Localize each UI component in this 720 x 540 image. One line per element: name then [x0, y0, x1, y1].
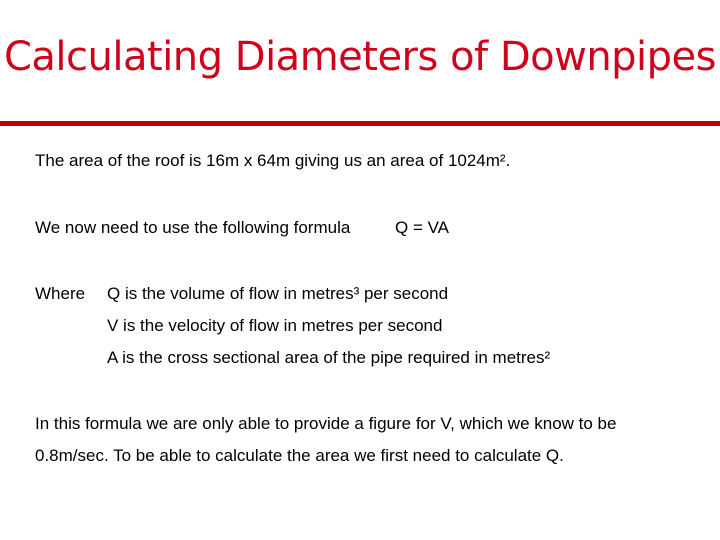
- intro-text: The area of the roof is 16m x 64m giving us an area of 1024m².: [35, 151, 511, 170]
- title-divider: [0, 121, 720, 126]
- formula: Q = VA: [395, 218, 450, 237]
- slide-title: Calculating Diameters of Downpipes: [3, 34, 717, 80]
- definition-v: V is the velocity of flow in metres per second: [107, 316, 443, 335]
- closing-text-line-1: In this formula we are only able to provide a figure for V, which we know to be: [35, 414, 617, 433]
- definition-q: Q is the volume of flow in metres³ per second: [107, 284, 449, 303]
- definition-a: A is the cross sectional area of the pipe required in metres²: [107, 348, 551, 367]
- formula-lead-text: We now need to use the following formula: [35, 218, 351, 237]
- closing-text-line-2: 0.8m/sec. To be able to calculate the area we first need to calculate Q.: [35, 446, 564, 465]
- where-label: Where: [35, 284, 86, 303]
